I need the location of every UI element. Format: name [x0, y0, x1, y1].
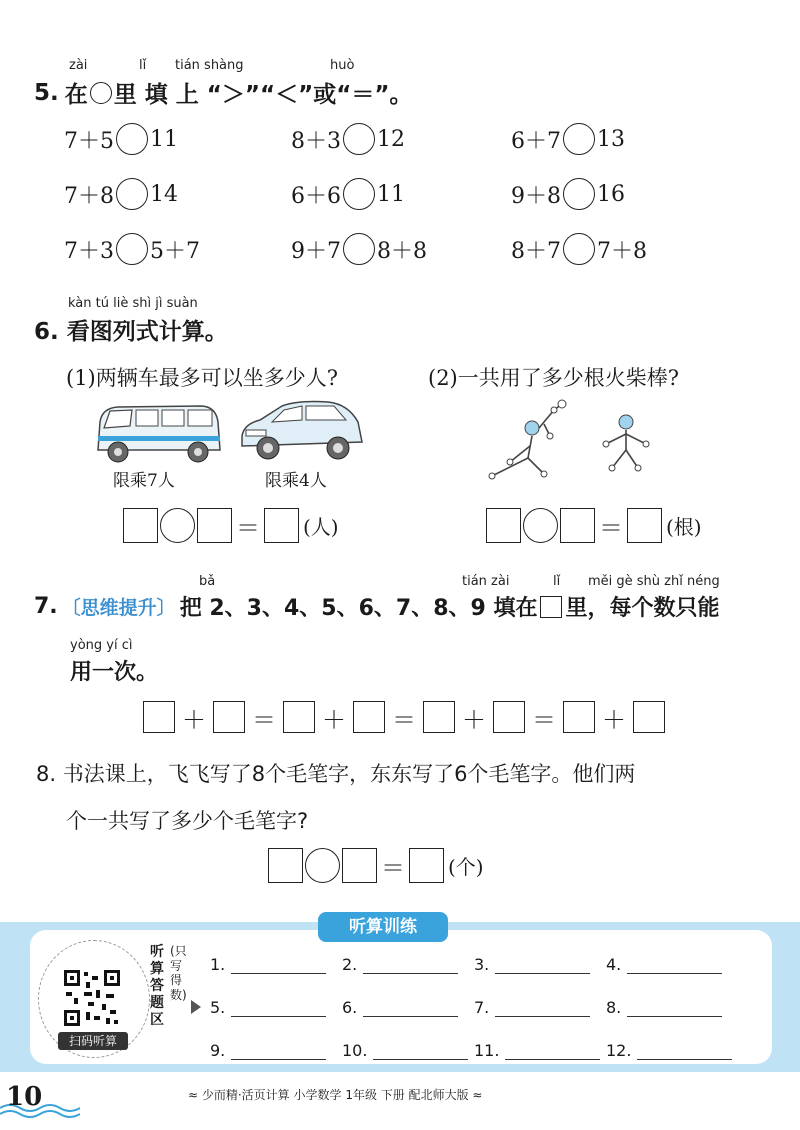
play-arrow-icon — [190, 999, 202, 1015]
answer-number: 1. — [210, 955, 226, 974]
compare-circle[interactable] — [116, 233, 148, 265]
question-7-line1-b: 里，每个数只能 — [565, 596, 720, 621]
scan-qr-label[interactable]: 扫码听算 — [58, 1032, 128, 1050]
pinyin-meigeshu: měi gè shù zhǐ néng — [588, 574, 720, 589]
equals-sign: ＝ — [599, 513, 623, 542]
listening-answer-item — [342, 1041, 468, 1060]
plus-sign: ＋ — [602, 705, 626, 734]
answer-box[interactable] — [560, 508, 595, 543]
comparison-item — [511, 177, 625, 211]
answer-box[interactable] — [353, 701, 385, 733]
operator-circle[interactable] — [523, 508, 558, 543]
right-expression: 12 — [377, 126, 405, 152]
pinyin-li2: lǐ — [553, 574, 561, 589]
plus-sign: ＋ — [462, 705, 486, 734]
answer-line[interactable] — [363, 1002, 458, 1017]
listening-answer-item — [210, 998, 326, 1017]
comparison-item — [64, 177, 178, 211]
compare-circle[interactable] — [563, 233, 595, 265]
left-expression: 8＋7 — [511, 238, 561, 264]
answer-box[interactable] — [123, 508, 158, 543]
right-expression: 13 — [597, 126, 625, 152]
answer-line[interactable] — [637, 1045, 732, 1060]
equals-sign: ＝ — [252, 705, 276, 734]
answer-box[interactable] — [342, 848, 377, 883]
footer-text: ≈ 少而精·活页计算 小学数学 1年级 下册 配北师大版 ≈ — [188, 1088, 483, 1102]
answer-line[interactable] — [231, 959, 326, 974]
thinking-tag: 〔思维提升〕 — [61, 597, 176, 619]
question-6-part1-equation — [123, 508, 339, 542]
answer-area-note: (只写得数) — [170, 944, 187, 1002]
question-7-line2: 用一次。 — [70, 660, 159, 685]
pinyin-tianzai: tián zài — [462, 574, 510, 589]
matchstick-figure-1 — [484, 398, 584, 484]
pinyin-zai: zài — [69, 58, 88, 73]
left-expression: 6＋6 — [291, 183, 341, 209]
right-expression: 5＋7 — [150, 238, 200, 264]
answer-number: 12. — [606, 1041, 632, 1060]
qr-code-icon[interactable] — [62, 968, 122, 1028]
matchstick-figure-2 — [598, 410, 658, 480]
page-number: 10 — [6, 1082, 43, 1112]
left-expression: 9＋7 — [291, 238, 341, 264]
question-6-part2: (2)一共用了多少根火柴棒? — [428, 366, 680, 390]
answer-box[interactable] — [633, 701, 665, 733]
van-capacity-label: 限乘7人 — [113, 471, 175, 491]
listening-answer-item — [474, 1041, 600, 1060]
question-5-title-b: 里 填 上 “＞”“＜”或“＝”。 — [113, 82, 413, 108]
listening-answer-item — [606, 998, 722, 1017]
answer-line[interactable] — [495, 959, 590, 974]
right-expression: 14 — [150, 181, 178, 207]
plus-sign: ＋ — [182, 705, 206, 734]
answer-number: 11. — [474, 1041, 500, 1060]
car-capacity-label: 限乘4人 — [265, 471, 327, 491]
answer-box[interactable] — [213, 701, 245, 733]
answer-number: 8. — [606, 998, 622, 1017]
answer-box[interactable] — [423, 701, 455, 733]
right-expression: 8＋8 — [377, 238, 427, 264]
listening-answer-item — [474, 955, 590, 974]
question-5-number: 5. — [34, 79, 59, 106]
question-7-line1 — [34, 591, 719, 622]
answer-box[interactable] — [264, 508, 299, 543]
equals-sign: ＝ — [381, 853, 405, 882]
comparison-item — [64, 122, 178, 156]
answer-number: 7. — [474, 998, 490, 1017]
question-7-number: 7. — [34, 594, 58, 619]
listening-answer-item — [606, 1041, 732, 1060]
answer-line[interactable] — [505, 1045, 600, 1060]
answer-line[interactable] — [627, 959, 722, 974]
pinyin-li: lǐ — [139, 58, 147, 73]
answer-box[interactable] — [409, 848, 444, 883]
van-illustration — [92, 402, 222, 466]
question-6-title: 6. 看图列式计算。 — [34, 319, 228, 345]
square-symbol-icon — [540, 596, 562, 618]
question-5-title — [34, 76, 412, 109]
answer-line[interactable] — [363, 959, 458, 974]
compare-circle[interactable] — [116, 123, 148, 155]
compare-circle[interactable] — [343, 123, 375, 155]
answer-number: 10. — [342, 1041, 368, 1060]
left-expression: 7＋3 — [64, 238, 114, 264]
equals-sign: ＝ — [392, 705, 416, 734]
question-6-part2-equation — [486, 508, 702, 542]
answer-number: 5. — [210, 998, 226, 1017]
answer-number: 4. — [606, 955, 622, 974]
answer-line[interactable] — [495, 1002, 590, 1017]
pinyin-tianshang: tián shàng — [175, 58, 244, 73]
unit-people: (人) — [303, 514, 339, 539]
operator-circle[interactable] — [305, 848, 340, 883]
question-6-part1: (1)两辆车最多可以坐多少人? — [66, 366, 339, 390]
left-expression: 7＋5 — [64, 128, 114, 154]
answer-number: 2. — [342, 955, 358, 974]
listening-answer-item — [210, 955, 326, 974]
equals-sign: ＝ — [236, 513, 260, 542]
question-7-line1-a: 把 2、3、4、5、6、7、8、9 填在 — [179, 596, 538, 621]
compare-circle[interactable] — [343, 233, 375, 265]
answer-line[interactable] — [231, 1045, 326, 1060]
compare-circle[interactable] — [343, 178, 375, 210]
circle-symbol-icon — [90, 82, 112, 104]
compare-circle[interactable] — [116, 178, 148, 210]
plus-sign: ＋ — [322, 705, 346, 734]
question-8-equation — [268, 848, 484, 882]
right-expression: 11 — [150, 126, 178, 152]
answer-number: 9. — [210, 1041, 226, 1060]
question-5-title-a: 在 — [64, 82, 88, 108]
right-expression: 16 — [597, 181, 625, 207]
comparison-item — [511, 232, 647, 266]
answer-box[interactable] — [197, 508, 232, 543]
left-expression: 7＋8 — [64, 183, 114, 209]
comparison-item — [291, 232, 427, 266]
left-expression: 6＋7 — [511, 128, 561, 154]
question-8-line2: 个一共写了多少个毛笔字? — [66, 809, 309, 833]
answer-line[interactable] — [627, 1002, 722, 1017]
compare-circle[interactable] — [563, 178, 595, 210]
left-expression: 9＋8 — [511, 183, 561, 209]
listening-answer-item — [342, 955, 458, 974]
pinyin-ba: bǎ — [199, 574, 216, 589]
listening-answer-item — [210, 1041, 326, 1060]
answer-area-label: 听算答题区 — [150, 944, 164, 1028]
listening-title: 听算训练 — [318, 912, 448, 942]
answer-line[interactable] — [231, 1002, 326, 1017]
right-expression: 7＋8 — [597, 238, 647, 264]
answer-line[interactable] — [373, 1045, 468, 1060]
unit-count: (个) — [448, 854, 484, 879]
answer-number: 6. — [342, 998, 358, 1017]
answer-box[interactable] — [283, 701, 315, 733]
pinyin-yongyici: yòng yí cì — [70, 638, 133, 653]
listening-answer-item — [342, 998, 458, 1017]
right-expression: 11 — [377, 181, 405, 207]
pinyin-q6: kàn tú liè shì jì suàn — [68, 296, 198, 311]
operator-circle[interactable] — [160, 508, 195, 543]
compare-circle[interactable] — [563, 123, 595, 155]
comparison-item — [64, 232, 200, 266]
answer-box[interactable] — [563, 701, 595, 733]
answer-box[interactable] — [486, 508, 521, 543]
answer-box[interactable] — [493, 701, 525, 733]
listening-answer-item — [474, 998, 590, 1017]
question-7-equation — [140, 700, 668, 734]
answer-box[interactable] — [268, 848, 303, 883]
equals-sign: ＝ — [532, 705, 556, 734]
comparison-item — [291, 177, 405, 211]
unit-sticks: (根) — [666, 514, 702, 539]
answer-box[interactable] — [143, 701, 175, 733]
answer-number: 3. — [474, 955, 490, 974]
car-illustration — [238, 398, 366, 464]
pinyin-huo: huò — [330, 58, 355, 73]
comparison-item — [511, 122, 625, 156]
comparison-item — [291, 122, 405, 156]
question-8-line1: 8. 书法课上，飞飞写了8个毛笔字，东东写了6个毛笔字。他们两 — [36, 762, 636, 786]
answer-box[interactable] — [627, 508, 662, 543]
left-expression: 8＋3 — [291, 128, 341, 154]
listening-answer-item — [606, 955, 722, 974]
